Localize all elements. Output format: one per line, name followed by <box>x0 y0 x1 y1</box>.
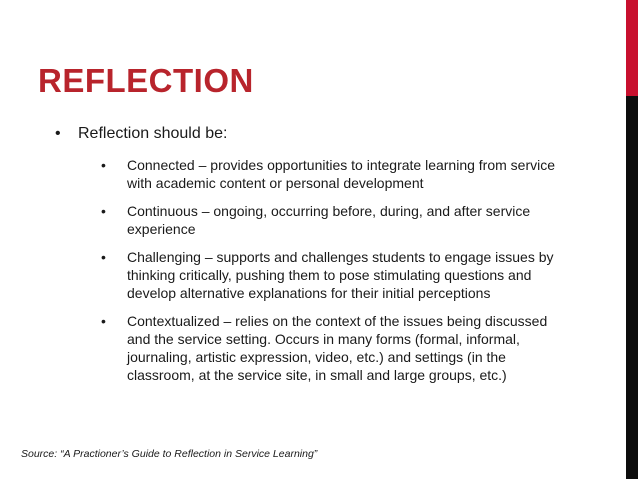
main-bullet-text: Reflection should be: <box>78 125 228 142</box>
sub-bullet-continuous <box>101 202 567 238</box>
slide-title: REFLECTION <box>38 62 254 99</box>
sub-bullet-connected <box>101 156 567 192</box>
sub-bullet-challenging <box>101 248 567 302</box>
sub-bullet-text: Challenging – supports and challenges students to engage issues by thinking critically, pushing them to pose stimulating questions and develop alternative explanations for their initial perceptions <box>127 249 554 301</box>
sub-bullet-contextualized <box>101 312 567 384</box>
bullet-dot-icon: • <box>101 157 106 173</box>
source-citation: Source: “A Practioner’s Guide to Reflection in Service Learning” <box>21 448 318 460</box>
slide-content <box>0 124 610 394</box>
sub-bullet-text: Contextualized – relies on the context of the issues being discussed and the service setting. Occurs in many forms (formal, informal, journaling, artistic expression, video, etc.) and settings (in the classroom, at the service site, in small and large groups, etc.) <box>127 313 548 383</box>
sub-bullet-list <box>0 156 610 384</box>
accent-bar-black <box>626 96 638 479</box>
sub-bullet-text: Connected – provides opportunities to integrate learning from service with academic content or personal development <box>127 157 556 191</box>
bullet-dot-icon: • <box>55 125 61 142</box>
bullet-dot-icon: • <box>101 249 106 265</box>
bullet-dot-icon: • <box>101 203 106 219</box>
accent-bar-red <box>626 0 638 96</box>
main-bullet <box>55 124 610 144</box>
bullet-dot-icon: • <box>101 313 106 329</box>
sub-bullet-text: Continuous – ongoing, occurring before, during, and after service experience <box>127 203 531 237</box>
